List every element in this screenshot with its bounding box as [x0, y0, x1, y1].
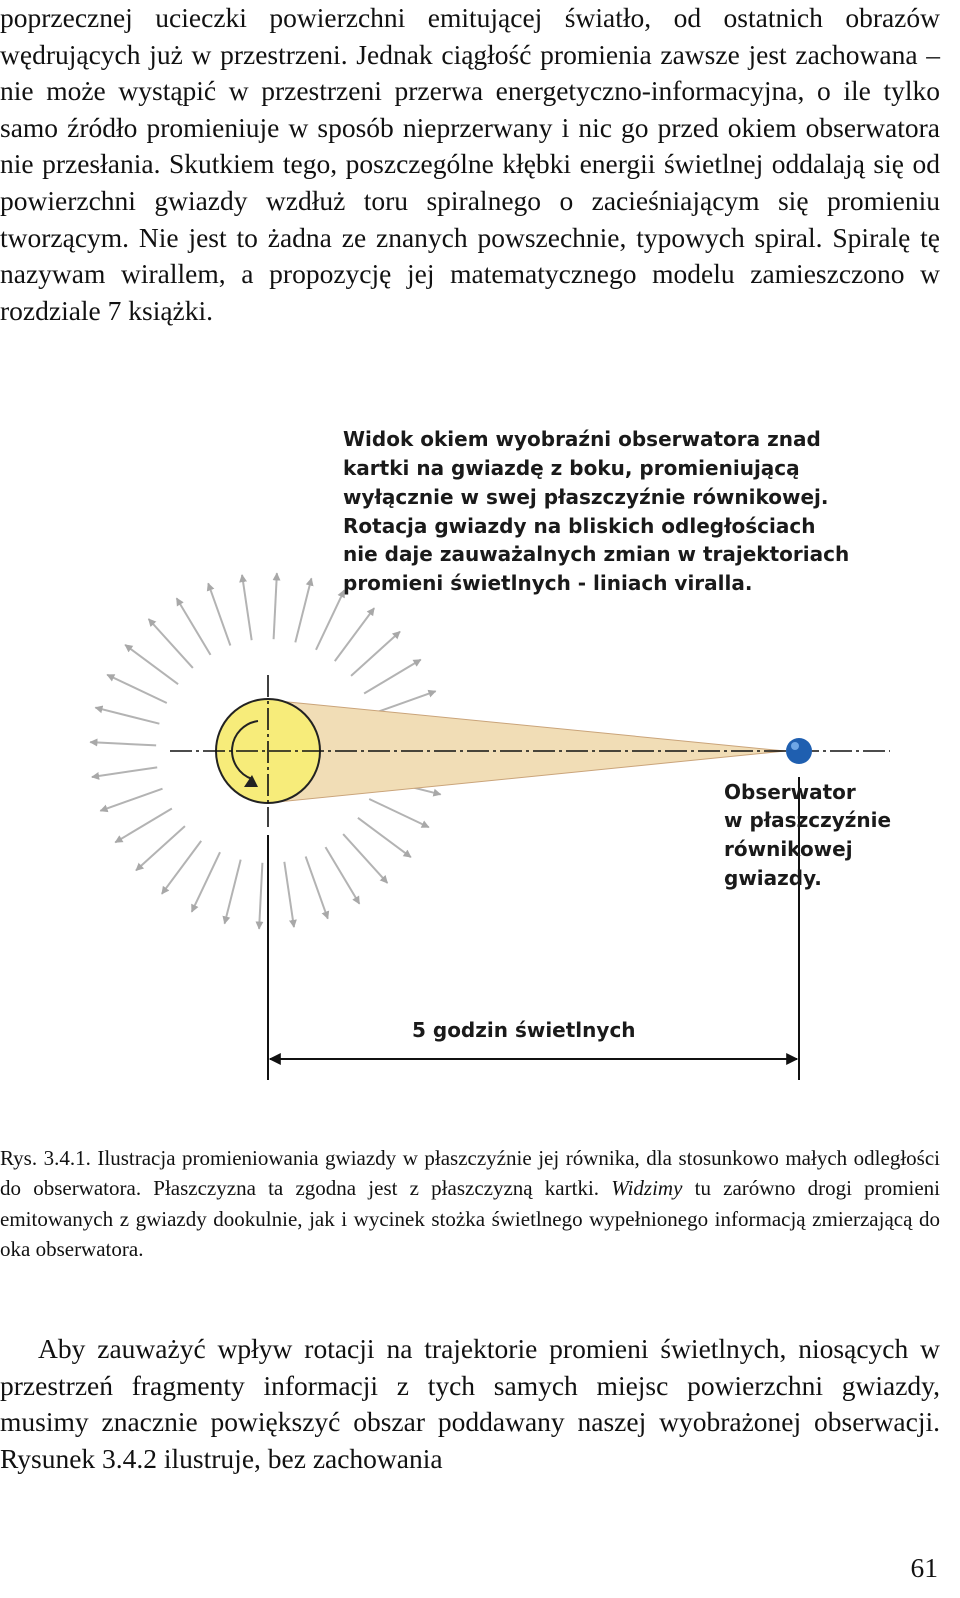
- radiation-ray: [107, 675, 167, 703]
- radiation-ray: [115, 808, 172, 842]
- figure-description-line: kartki na gwiazdę z boku, promieniującą: [343, 456, 800, 480]
- radiation-ray: [284, 862, 294, 927]
- observer-label-line: w płaszczyźnie: [724, 808, 892, 832]
- radiation-ray: [90, 742, 156, 745]
- radiation-ray: [364, 660, 421, 694]
- radiation-ray: [295, 578, 311, 642]
- radiation-ray: [136, 826, 185, 870]
- radiation-ray: [162, 841, 201, 894]
- radiation-ray: [125, 645, 178, 684]
- observer-label-line: gwiazdy.: [724, 866, 822, 890]
- figure-description-line: Widok okiem wyobraźni obserwatora znad: [343, 427, 821, 451]
- body-paragraph-top: poprzecznej ucieczki powierzchni emitującej światło, od ostatnich obrazów wędrujących już w przestrzeni. Jednak ciągłość promienia zawsze jest zachowana – nie może wystąpić w przestrzeni przerwa energetyczno-informacyjna, o ile tylko samo źródło promieniuje w sposób nieprzerwany i nic go przed okiem obserwatora nie przesłania. Skutkiem tego, poszczególne kłębki energii świetlnej oddalają się od powierzchni gwiazdy wzdłuż toru spiralnego o zacieśniającym się promieniu tworzącym. Nie jest to żadna ze znanych powszechnie, typowych spiral. Spiralę tę nazywam wirallem, a propozycję jej matematycznego modelu zamieszczono w rozdziale 7 książki.: [0, 2, 940, 326]
- radiation-ray: [351, 632, 400, 676]
- caption-text: Ilustracja promieniowania gwiazdy w płaszczyźnie jej równika, dla stosunkowo małych odległości do obserwatora. Płaszczyzna ta zgodna jest z płaszczyzną kartki.: [0, 1146, 940, 1201]
- figure-description-line: wyłącznie w swej płaszczyźnie równikowej.: [343, 485, 829, 509]
- observer-label: [724, 780, 898, 890]
- radiation-ray: [192, 852, 220, 912]
- radiation-ray: [373, 691, 435, 713]
- observer-label-line: równikowej: [724, 837, 853, 861]
- page-number: 61: [910, 1552, 938, 1583]
- radiation-ray: [316, 590, 344, 650]
- figure-description: [343, 427, 856, 595]
- radiation-ray: [95, 708, 159, 724]
- caption-text-end: tu zarówno drogi promieni emitowanych z gwiazdy dookulnie, jak i wycinek stożka świetlnego wypełnionego informacją zmierzającą do oka obserwatora.: [0, 1176, 940, 1261]
- figure-description-line: promieni świetlnych - liniach viralla.: [343, 571, 753, 595]
- radiation-ray: [208, 583, 230, 645]
- observer-label-line: Obserwator: [724, 780, 856, 804]
- radiation-ray: [343, 834, 387, 883]
- radiation-ray: [100, 789, 162, 811]
- star-radiation-diagram: [0, 415, 960, 1105]
- radiation-ray: [259, 863, 262, 929]
- radiation-ray: [274, 573, 277, 639]
- radiation-ray: [306, 856, 328, 918]
- caption-emphasis: Widzimy: [611, 1176, 683, 1201]
- body-paragraph-bottom: Aby zauważyć wpływ rotacji na trajektorie promieni świetlnych, niosących w przestrzeń fragmenty informacji z tych samych miejsc powierzchni gwiazdy, musimy znacznie powiększyć obszar poddawany naszej wyobrażonej obserwacji. Rysunek 3.4.2 ilustruje, bez zachowania: [0, 1333, 940, 1474]
- radiation-ray: [325, 847, 359, 904]
- caption-label: Rys. 3.4.1.: [0, 1146, 91, 1170]
- radiation-ray: [242, 575, 252, 640]
- figure-description-line: nie daje zauważalnych zmian w trajektoriach: [343, 542, 850, 566]
- radiation-ray: [92, 767, 157, 777]
- distance-label: 5 godzin świetlnych: [412, 1018, 636, 1042]
- radiation-ray: [225, 860, 241, 924]
- radiation-ray: [149, 619, 193, 668]
- figure-description-line: Rotacja gwiazdy na bliskich odległościach: [343, 514, 816, 538]
- radiation-ray: [335, 608, 374, 661]
- radiation-ray: [369, 799, 429, 827]
- radiation-ray: [177, 598, 211, 655]
- figure-caption: [0, 1143, 940, 1264]
- observer-point: [786, 738, 812, 764]
- radiation-ray: [358, 818, 411, 857]
